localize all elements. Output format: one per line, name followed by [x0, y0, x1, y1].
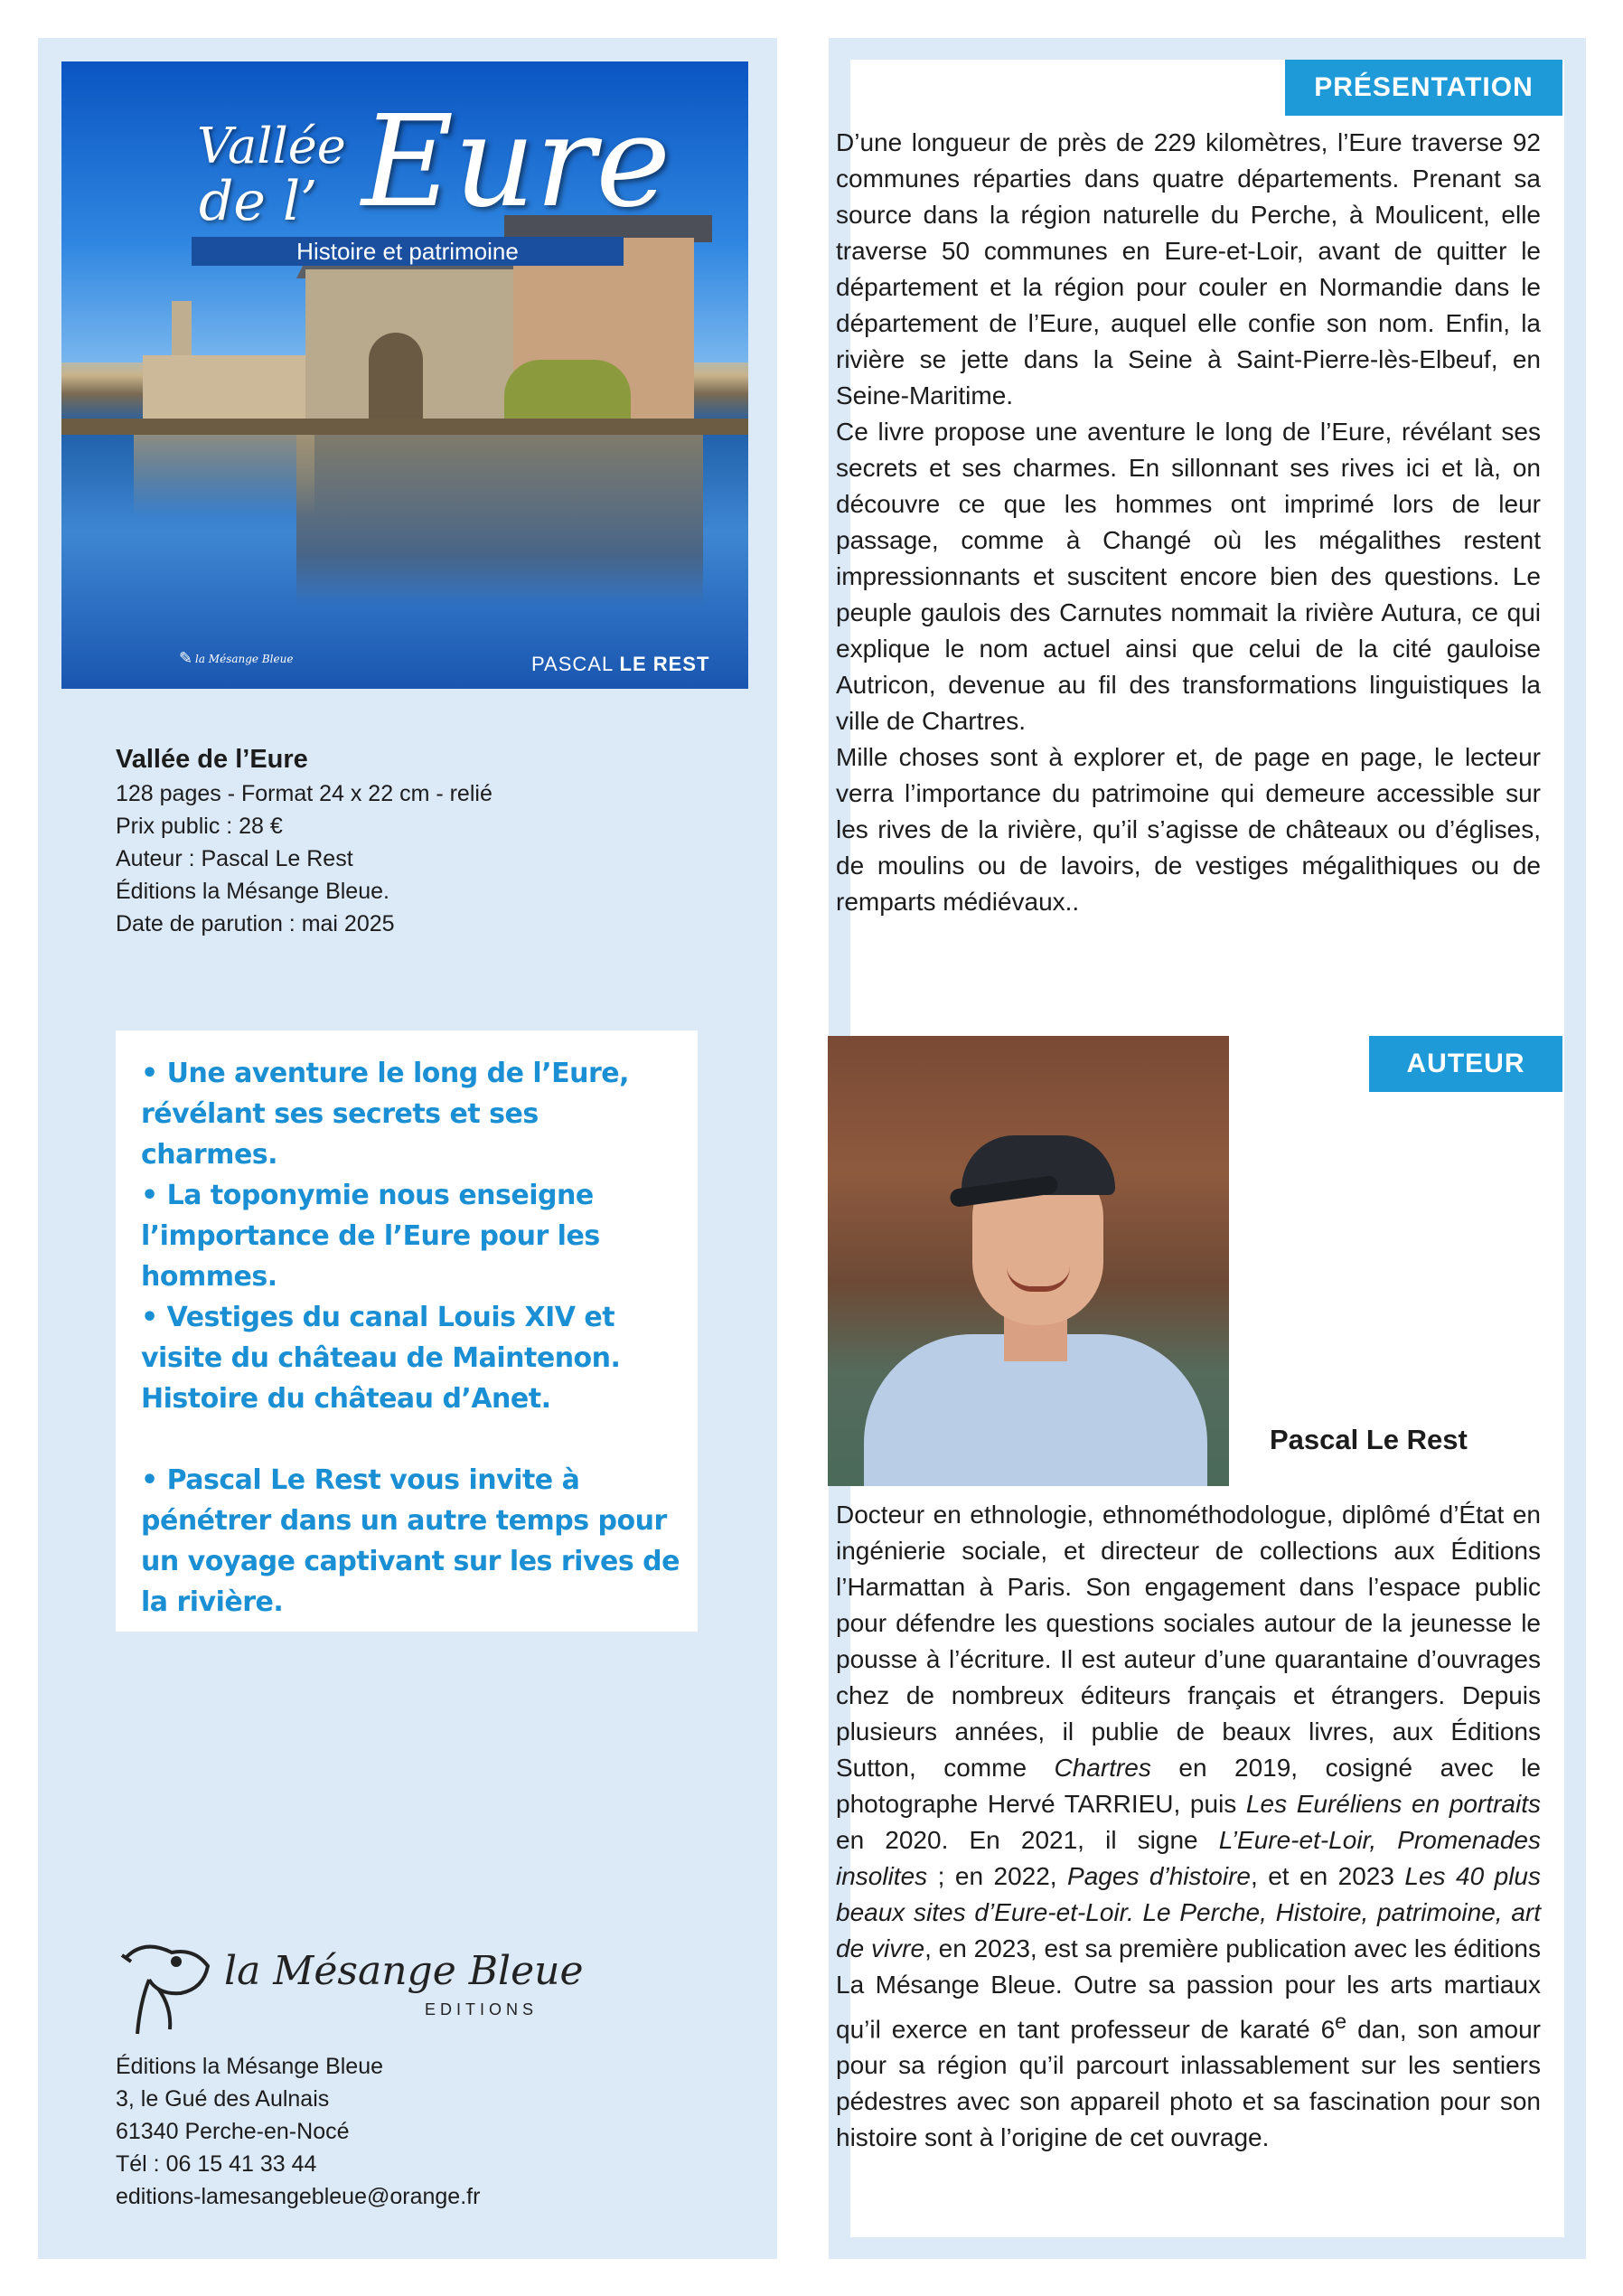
- book-price: Prix public : 28 €: [116, 814, 283, 839]
- book-author: Auteur : Pascal Le Rest: [116, 846, 353, 871]
- publisher-phone: Tél : 06 15 41 33 44: [116, 2151, 317, 2177]
- cover-author-last: LE REST: [619, 653, 710, 675]
- bio-text: en 2020. En 2021, il signe: [836, 1826, 1219, 1854]
- presentation-paragraph: D’une longueur de près de 229 kilomètres, l’Eure traverse 92 communes réparties dans quatre départements. Prenant sa source dans la région naturelle du Perche, à Moulicent, elle traverse 50 communes en Eure-et-Loir, avant de quitter le département et la région pour couler en Normandie dans le département de l’Eure, auquel elle confie son nom. Enfin, la rivière se jette dans la Seine à Saint-Pierre-lès-Elbeuf, en Seine-Maritime.: [836, 128, 1541, 409]
- cover-riverbank: [61, 419, 748, 435]
- right-frame-border: [829, 38, 1586, 60]
- right-frame-border: [829, 2237, 1586, 2259]
- presentation-header: PRÉSENTATION: [1285, 60, 1562, 116]
- cover-subtitle: Histoire et patrimoine: [192, 237, 624, 266]
- publisher-address: [116, 2050, 480, 2213]
- cover-reflection: [134, 435, 314, 516]
- bird-logo-icon: [122, 1947, 208, 2034]
- cover-building: [143, 355, 305, 428]
- book-release-date: Date de parution : mai 2025: [116, 911, 395, 936]
- book-format: 128 pages - Format 24 x 22 cm - relié: [116, 781, 493, 806]
- presentation-paragraph: Mille choses sont à explorer et, de page en page, le lecteur verra l’importance du patrimoine qui demeure accessible sur les rives de la rivière, qu’il s’agisse de châteaux ou d’églises, de moulins ou de lavoirs, de vestiges mégalithiques ou de remparts médiévaux..: [836, 743, 1541, 916]
- presentation-text: [836, 125, 1541, 920]
- bio-text: dan, son amour pour sa région qu’il parcourt inlassablement sur les sentiers pédestres avec son appareil photo et sa fascination pour son histoire sont à l’origine de cet ouvrage.: [836, 2015, 1542, 2152]
- book-cover-image: [61, 61, 748, 689]
- cover-publisher-mark: la Mésange Bleue: [195, 653, 294, 665]
- highlight-item: • Vestiges du canal Louis XIV et visite du château de Maintenon. Histoire du château d’Anet.: [141, 1302, 621, 1415]
- bird-logo-icon: ✎: [179, 649, 193, 667]
- author-bio: [836, 1497, 1541, 2156]
- publisher-street: 3, le Gué des Aulnais: [116, 2086, 330, 2112]
- publisher-city: 61340 Perche-en-Nocé: [116, 2119, 350, 2144]
- presentation-paragraph: Ce livre propose une aventure le long de l’Eure, révélant ses secrets et ses charmes. En sillonnant ses rives ici et là, on découvre ce que les hommes ont imprimé lors de leur passage, comme à Changé où les mégalithes restent impressionnants et suscitent encore bien des questions. Le peuple gaulois des Carnutes nommait la rivière Autura, ce qui explique le nom actuel ainsi que celui de la cité gauloise Autricon, devenue au fil des transformations linguistiques la ville de Chartres.: [836, 418, 1541, 735]
- bio-superscript: e: [1335, 2009, 1347, 2033]
- cover-author: [531, 653, 709, 676]
- book-publisher: Éditions la Mésange Bleue.: [116, 879, 389, 904]
- book-title: Vallée de l’Eure: [116, 745, 308, 774]
- highlights-box: [116, 1030, 698, 1632]
- cover-trees: [504, 360, 631, 423]
- bio-text: , et en 2023: [1250, 1862, 1405, 1890]
- bio-text: , en 2023, est sa première publication avec les éditions La Mésange Bleue. Outre sa passion pour les arts martiaux qu’il exerce en tant professeur de karaté 6: [836, 1934, 1542, 2044]
- bio-book-title: Chartres: [1054, 1754, 1151, 1782]
- auteur-header: AUTEUR: [1369, 1036, 1562, 1092]
- publisher-logo-sub: EDITIONS: [425, 2000, 539, 2018]
- highlight-item: • Pascal Le Rest vous invite à pénétrer dans un autre temps pour un voyage captivant sur les rives de la rivière.: [141, 1464, 680, 1618]
- publisher-logo-name: la Mésange Bleue: [224, 1948, 584, 1994]
- author-photo: [828, 1036, 1229, 1486]
- cover-reflection: [296, 435, 703, 607]
- publisher-email: editions-lamesangebleue@orange.fr: [116, 2184, 481, 2209]
- highlight-item: • La toponymie nous enseigne l’importance de l’Eure pour les hommes.: [141, 1180, 600, 1293]
- right-frame-border: [1564, 38, 1586, 2259]
- bio-book-title: Les 40 plus beaux sites d’Eure-et-Loir. Le Perche, Histoire, patrimoine, art de vivre: [836, 1862, 1541, 1962]
- cover-title-line3: Eure: [361, 89, 671, 236]
- cover-arch: [369, 333, 423, 423]
- bio-book-title: Les Euréliens en portraits: [1245, 1790, 1541, 1818]
- bio-text: en 2019, cosigné avec le photographe Hervé TARRIEU, puis: [836, 1754, 1541, 1818]
- cover-author-first: PASCAL: [531, 653, 614, 675]
- cover-title-line2: de l’: [199, 170, 318, 233]
- cover-church-tower: [172, 301, 192, 355]
- bio-book-title: L’Eure-et-Loir, Promenades insolites: [836, 1826, 1541, 1890]
- book-info: [116, 741, 694, 940]
- highlight-item: • Une aventure le long de l’Eure, révélant ses secrets et ses charmes.: [141, 1058, 629, 1171]
- author-name: Pascal Le Rest: [1270, 1424, 1468, 1455]
- publisher-name: Éditions la Mésange Bleue: [116, 2054, 384, 2079]
- bio-book-title: Pages d’histoire: [1067, 1862, 1251, 1890]
- bio-text: Docteur en ethnologie, ethnométhodologue, diplômé d’État en ingénierie sociale, et directeur de collections aux Éditions l’Harmattan à Paris. Son engagement dans l’espace public pour défendre les questions sociales autour de la jeunesse le pousse à l’écriture. Il est auteur d’une quarantaine d’ouvrages chez de nombreux éditeurs français et étrangers. Depuis plusieurs années, il publie de beaux livres, aux Éditions Sutton, comme: [836, 1501, 1541, 1782]
- bio-text: ; en 2022,: [927, 1862, 1068, 1890]
- cover-title-line1: Vallée: [197, 118, 346, 174]
